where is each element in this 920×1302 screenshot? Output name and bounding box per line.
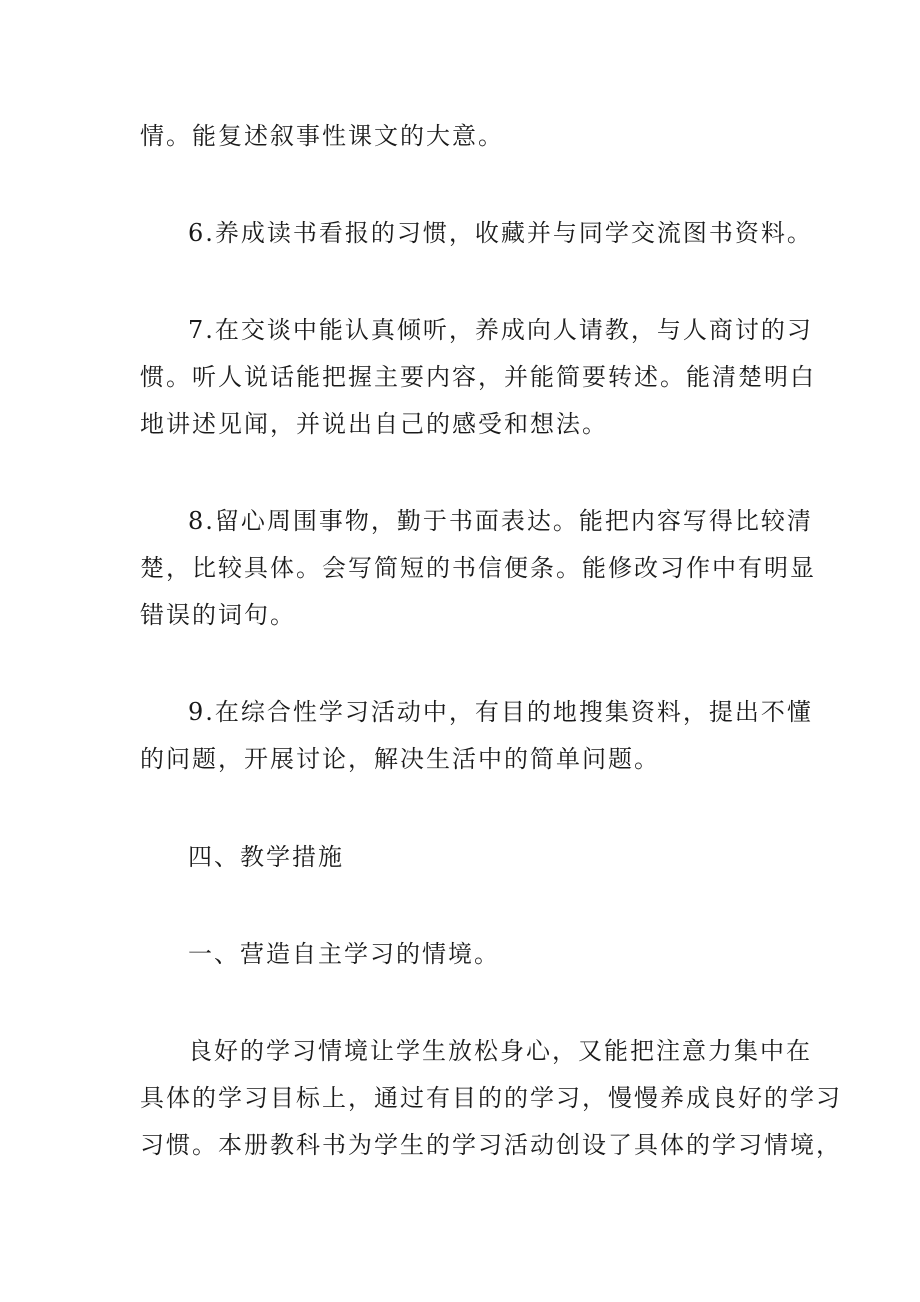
text-line: 8.留心周围事物，勤于书面表达。能把内容写得比较清 [188, 507, 813, 535]
heading-text: 一、营造自主学习的情境。 [188, 940, 500, 968]
paragraph-item-9 [140, 689, 813, 783]
text-line: 良好的学习情境让学生放松身心，又能把注意力集中在 [188, 1037, 812, 1065]
paragraph-item-7 [140, 307, 816, 448]
text-line: 具体的学习目标上，通过有目的的学习，慢慢养成良好的学习 [140, 1084, 842, 1112]
section-heading-teaching-measures [140, 834, 795, 881]
text-line: 习惯。本册教科书为学生的学习活动创设了具体的学习情境， [140, 1131, 842, 1159]
text-line: 的问题，开展讨论，解决生活中的简单问题。 [140, 745, 660, 773]
subheading-learning-situation [140, 931, 795, 978]
text-line: 错误的词句。 [140, 601, 296, 629]
text-line: 9.在综合性学习活动中，有目的地搜集资料，提出不懂 [188, 698, 813, 726]
text-line: 地讲述见闻，并说出自己的感受和想法。 [140, 410, 608, 438]
text-line: 惯。听人说话能把握主要内容，并能简要转述。能清楚明白 [140, 363, 816, 391]
text-line: 情。能复述叙事性课文的大意。 [140, 122, 504, 150]
paragraph-continuation [140, 113, 795, 160]
text-line: 6.养成读书看报的习惯，收藏并与同学交流图书资料。 [188, 219, 813, 247]
paragraph-item-8 [140, 498, 816, 639]
heading-text: 四、教学措施 [188, 843, 344, 871]
paragraph-item-6 [140, 210, 813, 257]
text-line: 7.在交谈中能认真倾听，养成向人请教，与人商讨的习 [188, 316, 813, 344]
text-line: 楚，比较具体。会写简短的书信便条。能修改习作中有明显 [140, 554, 816, 582]
paragraph-learning-situation [140, 1028, 842, 1169]
